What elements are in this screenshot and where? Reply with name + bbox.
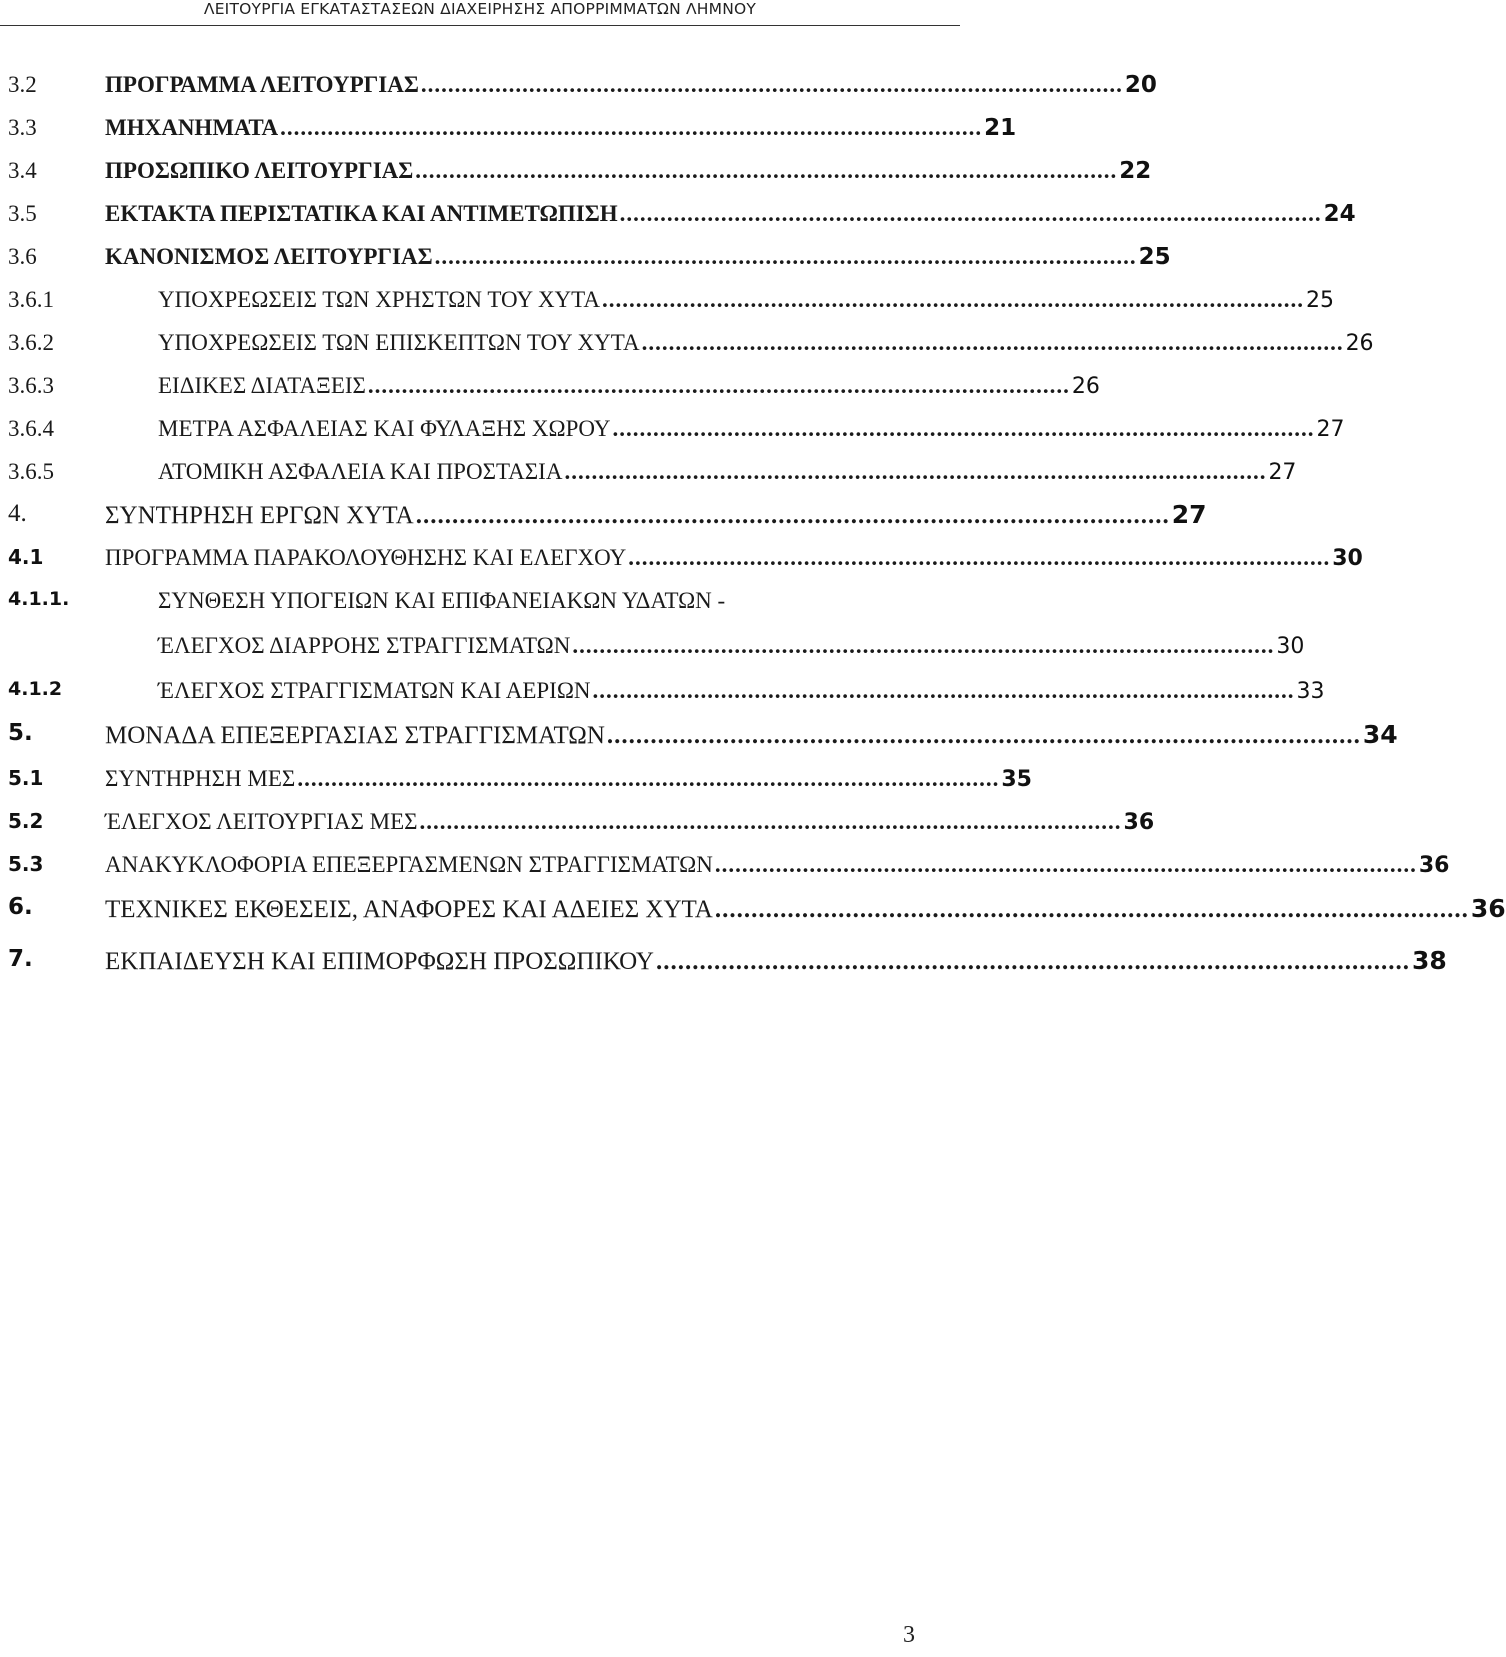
toc-entry-title: ΠΡΟΓΡΑΜΜΑ ΛΕΙΤΟΥΡΓΙΑΣ	[105, 72, 419, 97]
toc-entry-page: 33	[1296, 679, 1325, 704]
toc-entry-number: 5.3	[8, 852, 44, 876]
toc-entry-title: ΤΕΧΝΙΚΕΣ ΕΚΘΕΣΕΙΣ, ΑΝΑΦΟΡΕΣ ΚΑΙ ΑΔΕΙΕΣ ΧΥΤΑ	[105, 896, 713, 923]
toc-entry-title: ΣΥΝΘΕΣΗ ΥΠΟΓΕΙΩΝ ΚΑΙ ΕΠΙΦΑΝΕΙΑΚΩΝ ΥΔΑΤΩΝ -	[158, 588, 726, 613]
toc-entry-page: 25	[1138, 244, 1171, 270]
toc-entry-number: 4.	[8, 500, 27, 527]
toc-entry-page: 26	[1071, 374, 1100, 399]
toc-entry-page: 35	[1001, 767, 1032, 792]
toc-entry-number: 4.1.2	[8, 678, 63, 700]
toc-entry-title: ΣΥΝΤΗΡΗΣΗ ΕΡΓΩΝ ΧΥΤΑ	[105, 502, 414, 529]
dot-leader: ........................................................................................................	[564, 459, 1267, 484]
toc-entry-number: 5.2	[8, 809, 44, 833]
toc-entry-title: ΑΤΟΜΙΚΗ ΑΣΦΑΛΕΙΑ ΚΑΙ ΠΡΟΣΤΑΣΙΑ	[158, 459, 563, 484]
toc-entry-number: 3.2	[8, 72, 37, 97]
toc-entry-page: 26	[1345, 331, 1374, 356]
toc-entry-title: ΣΥΝΤΗΡΗΣΗ ΜΕΣ	[105, 766, 296, 791]
toc-entry-page: 27	[1268, 460, 1297, 485]
dot-leader: ........................................................................................................	[612, 416, 1315, 441]
dot-leader: ........................................................................................................	[367, 373, 1070, 398]
toc-entry-title: ΕΚΤΑΚΤΑ ΠΕΡΙΣΤΑΤΙΚΑ ΚΑΙ ΑΝΤΙΜΕΤΩΠΙΣΗ	[105, 201, 618, 226]
toc-entry-title: ΈΛΕΓΧΟΣ ΣΤΡΑΓΓΙΣΜΑΤΩΝ ΚΑΙ ΑΕΡΙΩΝ	[158, 678, 591, 703]
toc-entry-page: 27	[1171, 500, 1207, 529]
dot-leader: ........................................................................................................	[628, 545, 1331, 570]
toc-entry-title: ΜΟΝΑΔΑ ΕΠΕΞΕΡΓΑΣΙΑΣ ΣΤΡΑΓΓΙΣΜΑΤΩΝ	[105, 722, 605, 749]
toc-entry-number: 3.6.1	[8, 287, 54, 312]
toc-entry-number: 3.6.2	[8, 330, 54, 355]
dot-leader: ........................................................................................................	[606, 722, 1361, 749]
toc-entry-title: ΚΑΝΟΝΙΣΜΟΣ ΛΕΙΤΟΥΡΓΙΑΣ	[105, 244, 433, 269]
toc-entry-page: 20	[1124, 72, 1157, 98]
toc-entry-page: 30	[1276, 634, 1305, 659]
toc-entry-page: 24	[1323, 201, 1356, 227]
toc-entry-number: 3.3	[8, 115, 37, 140]
dot-leader: ........................................................................................................	[714, 896, 1469, 923]
toc-entry-page: 22	[1119, 158, 1152, 184]
toc-entry-number: 3.6.4	[8, 416, 54, 441]
toc-entry-title: ΜΕΤΡΑ ΑΣΦΑΛΕΙΑΣ ΚΑΙ ΦΥΛΑΞΗΣ ΧΩΡΟΥ	[158, 416, 611, 441]
dot-leader: ........................................................................................................	[415, 502, 1170, 529]
toc-entry-number: 3.6	[8, 244, 37, 269]
dot-leader: ........................................................................................................	[420, 72, 1123, 97]
toc-entry-title: ΠΡΟΣΩΠΙΚΟ ΛΕΙΤΟΥΡΓΙΑΣ	[105, 158, 414, 183]
toc-entry-title: ΥΠΟΧΡΕΩΣΕΙΣ ΤΩΝ ΧΡΗΣΤΩΝ ΤΟΥ ΧΥΤΑ	[158, 287, 600, 312]
toc-entry-title: ΑΝΑΚΥΚΛΟΦΟΡΙΑ ΕΠΕΞΕΡΓΑΣΜΕΝΩΝ ΣΤΡΑΓΓΙΣΜΑΤΩΝ	[105, 852, 713, 877]
toc-entry-page: 36	[1418, 853, 1450, 878]
toc-entry-number: 3.5	[8, 201, 37, 226]
toc-entry-page: 30	[1332, 546, 1363, 571]
toc-entry-title: ΜΗΧΑΝΗΜΑΤΑ	[105, 115, 279, 140]
dot-leader: ........................................................................................................	[434, 244, 1137, 269]
dot-leader: ........................................................................................................	[280, 115, 983, 140]
toc-entry-number: 6.	[8, 894, 33, 920]
dot-leader: ........................................................................................................	[655, 948, 1410, 975]
toc-entry-page: 21	[984, 115, 1017, 141]
dot-leader: ........................................................................................................	[714, 852, 1417, 877]
dot-leader: ........................................................................................................	[592, 678, 1295, 703]
toc-entry-number: 5.	[8, 720, 33, 746]
toc-entry-number: 4.1.1.	[8, 588, 70, 610]
dot-leader: ........................................................................................................	[602, 287, 1304, 312]
toc-entry-number: 7.	[8, 946, 33, 972]
toc-entry-page: 27	[1316, 417, 1345, 442]
page-number: 3	[903, 1622, 915, 1648]
toc-entry-page: 38	[1411, 946, 1447, 975]
dot-leader: ........................................................................................................	[415, 158, 1118, 183]
toc-entry-number: 4.1	[8, 545, 44, 569]
toc-entry-page: 36	[1470, 894, 1506, 923]
toc-entry-page: 36	[1123, 810, 1155, 835]
toc-entry-title: ΥΠΟΧΡΕΩΣΕΙΣ ΤΩΝ ΕΠΙΣΚΕΠΤΩΝ ΤΟΥ ΧΥΤΑ	[158, 330, 640, 355]
toc-entry-title: ΕΚΠΑΙΔΕΥΣΗ ΚΑΙ ΕΠΙΜΟΡΦΩΣΗ ΠΡΟΣΩΠΙΚΟΥ	[105, 948, 654, 975]
dot-leader: ........................................................................................................	[297, 766, 1000, 791]
toc-entry-page: 34	[1362, 720, 1398, 749]
dot-leader: ........................................................................................................	[641, 330, 1344, 355]
toc-entry-number: 3.6.3	[8, 373, 54, 398]
toc-entry-title-line2: ΈΛΕΓΧΟΣ ΔΙΑΡΡΟΗΣ ΣΤΡΑΓΓΙΣΜΑΤΩΝ	[158, 633, 571, 658]
toc-entry-title: ΠΡΟΓΡΑΜΜΑ ΠΑΡΑΚΟΛΟΥΘΗΣΗΣ ΚΑΙ ΕΛΕΓΧΟΥ	[105, 545, 627, 570]
header-rule	[0, 25, 960, 26]
dot-leader: ........................................................................................................	[619, 201, 1322, 226]
toc-entry-page: 25	[1306, 288, 1334, 313]
toc-entry-title: ΈΛΕΓΧΟΣ ΛΕΙΤΟΥΡΓΙΑΣ ΜΕΣ	[105, 809, 418, 834]
dot-leader: ........................................................................................................	[572, 633, 1275, 658]
dot-leader: ........................................................................................................	[419, 809, 1122, 834]
toc-entry-number: 3.6.5	[8, 459, 54, 484]
running-header: ΛΕΙΤΟΥΡΓΙΑ ΕΓΚΑΤΑΣΤΑΣΕΩΝ ΔΙΑΧΕΙΡΗΣΗΣ ΑΠΟΡΡΙΜΜΑΤΩΝ ΛΗΜΝΟΥ	[203, 0, 757, 18]
toc-entry-title: ΕΙΔΙΚΕΣ ΔΙΑΤΑΞΕΙΣ	[158, 373, 366, 398]
toc-entry-number: 5.1	[8, 766, 44, 790]
toc-entry-number: 3.4	[8, 158, 37, 183]
